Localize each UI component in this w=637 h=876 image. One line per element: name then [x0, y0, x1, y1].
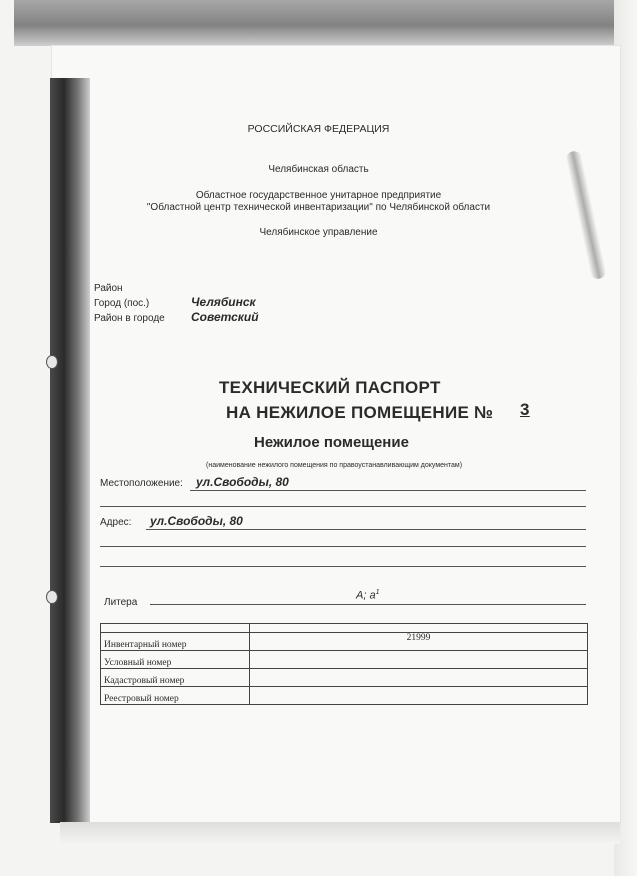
registry-numbers-table [100, 623, 588, 705]
header-org-line2: "Областной центр технической инвентаризации" по Челябинской области [146, 202, 491, 213]
table-row [101, 687, 588, 705]
address-underline [146, 529, 586, 530]
premises-number: 3 [520, 400, 530, 419]
cadastral-number-label: Кадастровый номер [101, 669, 250, 687]
location-extra-line [100, 506, 586, 507]
document-title: ТЕХНИЧЕСКИЙ ПАСПОРТ [219, 378, 441, 397]
header-org-line1: Областное государственное унитарное предприятие [195, 190, 442, 201]
binder-hole [46, 590, 58, 604]
header-country: РОССИЙСКАЯ ФЕДЕРАЦИЯ [247, 123, 390, 135]
location-value: ул.Свободы, 80 [196, 475, 289, 489]
address-extra-line-2 [100, 566, 586, 567]
city-value: Челябинск [191, 295, 256, 309]
conditional-number-value [250, 651, 588, 669]
scan-shadow-top [14, 0, 614, 46]
location-label: Местоположение: [100, 478, 183, 489]
header-region: Челябинская область [268, 164, 369, 175]
litera-superscript: 1 [375, 589, 380, 596]
table-row [101, 624, 588, 633]
city-district-value: Советский [191, 310, 259, 324]
litera-value: А; $а^1$ [356, 589, 380, 602]
inventory-number-value: 21999 [250, 633, 588, 651]
table-row [101, 633, 588, 651]
scan-shadow-bottom [60, 822, 620, 844]
binder-hole [46, 355, 58, 369]
premises-name: Нежилое помещение [254, 434, 409, 451]
table-row [101, 651, 588, 669]
address-extra-line-1 [100, 546, 586, 547]
litera-label: Литера [104, 597, 138, 608]
litera-underline [150, 604, 586, 605]
table-row [101, 669, 588, 687]
conditional-number-label: Условный номер [101, 651, 250, 669]
district-label: Район [94, 283, 123, 294]
document-title-line2: НА НЕЖИЛОЕ ПОМЕЩЕНИЕ № [226, 403, 494, 422]
registry-number-value [250, 687, 588, 705]
address-value: ул.Свободы, 80 [150, 514, 243, 528]
city-label: Город (пос.) [94, 298, 150, 309]
premises-caption: (наименование нежилого помещения по правоустанавливающим документам) [206, 462, 463, 469]
address-label: Адрес: [100, 517, 132, 528]
city-district-label: Район в городе [94, 313, 165, 324]
registry-number-label: Реестровый номер [101, 687, 250, 705]
cadastral-number-value [250, 669, 588, 687]
location-underline [190, 490, 586, 491]
header-department: Челябинское управление [259, 227, 378, 238]
inventory-number-label: Инвентарный номер [101, 633, 250, 651]
